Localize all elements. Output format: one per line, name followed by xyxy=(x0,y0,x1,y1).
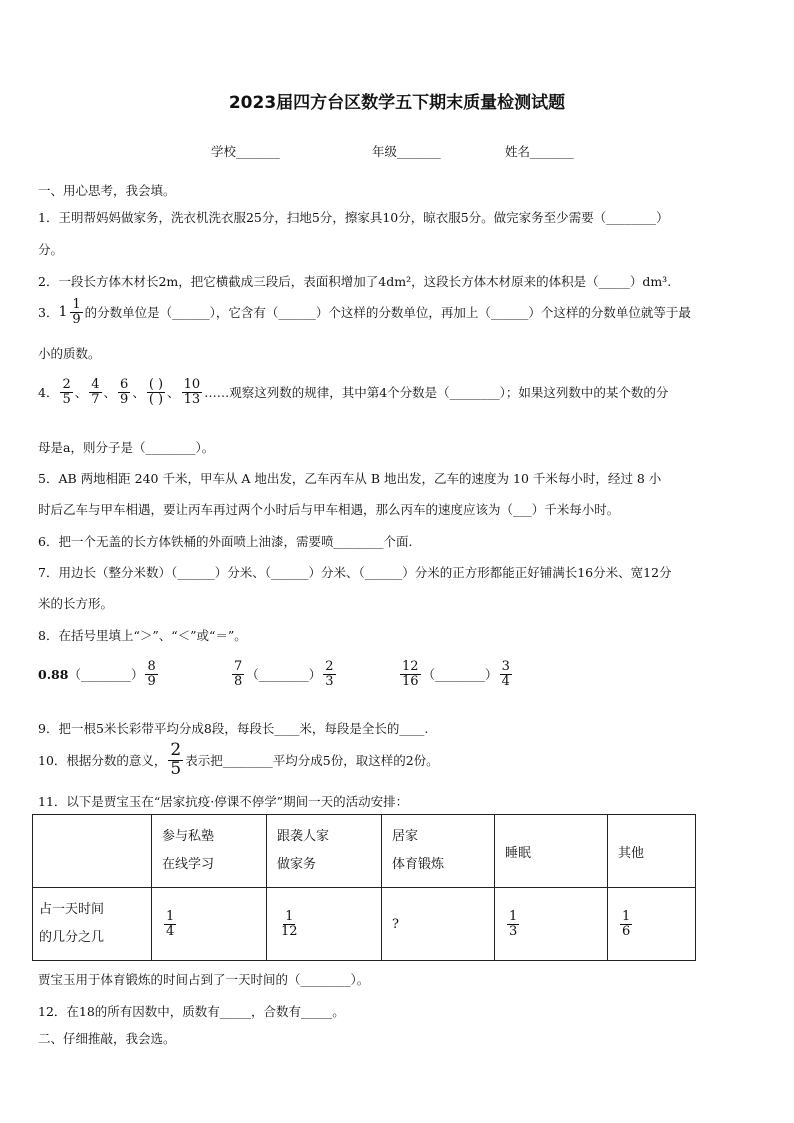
comparison-blank[interactable]: （________） xyxy=(68,667,144,683)
question-10-prefix: 10．根据分数的意义， xyxy=(38,753,167,769)
comparison-item-3 xyxy=(398,660,514,688)
question-3-text: 的分数单位是（______），它含有（______）个这样的分数单位，再加上（______）个这样的分数单位就等于最 xyxy=(84,305,691,321)
table-value-cell-unknown[interactable] xyxy=(382,888,495,961)
table-value-cell xyxy=(495,888,608,961)
table-header-cell xyxy=(382,815,495,888)
fraction-denominator: 8 xyxy=(234,673,243,689)
fraction-denominator: 5 xyxy=(170,758,182,779)
right-fraction xyxy=(500,660,512,688)
grade-field[interactable]: 年级_______ xyxy=(372,144,441,159)
sequence-fraction xyxy=(182,378,203,406)
question-10 xyxy=(38,742,439,779)
table-header-cell xyxy=(608,815,696,888)
header-line: 做家务 xyxy=(277,857,317,872)
decimal-value: 0.88 xyxy=(38,666,69,682)
fraction-numerator: 12 xyxy=(402,659,419,674)
header-line: 跟袭人家 xyxy=(277,829,330,844)
mixed-number xyxy=(58,298,84,326)
comparison-blank[interactable]: （________） xyxy=(246,667,322,683)
value-fraction xyxy=(279,910,300,938)
table-header-cell xyxy=(267,815,382,888)
section-2-heading: 二、仔细推敲，我会选。 xyxy=(38,1031,176,1046)
question-4-prefix: 4． xyxy=(38,385,59,401)
right-fraction xyxy=(323,660,335,688)
question-5-line-1: 5．AB 两地相距 240 千米，甲车从 A 地出发，乙车丙车从 B 地出发，乙车的速度为 10 千米每小时，经过 8 小 xyxy=(38,471,662,486)
fraction-numerator: 4 xyxy=(91,377,100,392)
fraction-denominator: 4 xyxy=(501,673,510,689)
sequence-fraction xyxy=(89,378,101,406)
value-fraction xyxy=(620,910,632,938)
table-header-cell xyxy=(495,815,608,888)
table-value-row xyxy=(33,888,696,961)
question-10-text: 表示把________平均分成5份，取这样的2份。 xyxy=(185,753,439,769)
fraction-two-fifths xyxy=(168,742,183,779)
question-11: 11．以下是贾宝玉在“居家抗疫·停课不停学”期间一天的活动安排： xyxy=(38,794,409,809)
sequence-fraction-blank[interactable] xyxy=(147,378,165,406)
mixed-number-fraction xyxy=(70,298,82,326)
separator: 、 xyxy=(132,385,145,401)
fraction-denominator: ( ) xyxy=(148,391,164,407)
fraction-denominator: 4 xyxy=(166,923,175,939)
fraction-numerator: 2 xyxy=(170,740,182,760)
fraction-denominator: 3 xyxy=(509,923,518,939)
fraction-numerator: 3 xyxy=(501,659,510,674)
fraction-numerator: 2 xyxy=(325,659,334,674)
question-7-line-1: 7．用边长（整分米数）（______）分米、（______）分米、（______）分米的正方形都能正好铺满长16分米、宽12分 xyxy=(38,565,672,580)
table-value-cell xyxy=(152,888,267,961)
value-fraction xyxy=(164,910,176,938)
fraction-numerator: 1 xyxy=(166,908,175,924)
fraction-denominator: 9 xyxy=(72,311,81,327)
value-fraction xyxy=(507,910,519,938)
question-3-line-2: 小的质数。 xyxy=(38,346,101,361)
comparison-item-2 xyxy=(230,660,338,688)
name-field[interactable]: 姓名_______ xyxy=(505,144,574,159)
header-line: 参与私塾 xyxy=(162,829,215,844)
header-line: 其他 xyxy=(618,845,645,861)
fraction-numerator: 1 xyxy=(72,297,81,312)
separator: 、 xyxy=(167,385,180,401)
sequence-fraction xyxy=(60,378,72,406)
question-12: 12．在18的所有因数中，质数有_____，合数有_____。 xyxy=(38,1004,345,1019)
school-field[interactable]: 学校_______ xyxy=(211,144,280,159)
left-fraction xyxy=(232,660,244,688)
fraction-denominator: 9 xyxy=(147,673,156,689)
question-5-line-2: 时后乙车与甲车相遇，要让丙车再过两个小时后与甲车相遇，那么丙车的速度应该为（___）千米每小时。 xyxy=(38,502,620,517)
fraction-numerator: 10 xyxy=(183,377,201,392)
header-line: 体育锻炼 xyxy=(392,857,445,872)
fraction-denominator: 6 xyxy=(622,923,631,939)
separator: 、 xyxy=(74,385,88,401)
fraction-numerator: 7 xyxy=(234,659,243,674)
fraction-denominator: 13 xyxy=(183,391,201,407)
header-line: 睡眠 xyxy=(505,845,532,861)
table-value-cell xyxy=(267,888,382,961)
right-fraction xyxy=(145,660,157,688)
fraction-denominator: 9 xyxy=(120,391,129,407)
sequence-fraction xyxy=(118,378,130,406)
header-line: 居家 xyxy=(392,829,419,844)
fraction-denominator: 16 xyxy=(402,673,419,689)
row-label-cell xyxy=(33,888,152,961)
fraction-numerator: 1 xyxy=(285,908,294,924)
table-value-cell xyxy=(608,888,696,961)
fraction-denominator: 7 xyxy=(91,391,100,407)
mixed-number-whole: 1 xyxy=(58,304,68,321)
table-corner-cell xyxy=(33,815,152,888)
activity-table xyxy=(32,814,696,961)
page-title: 2023届四方台区数学五下期末质量检测试题 xyxy=(228,93,566,113)
separator: 、 xyxy=(103,385,117,401)
fraction-numerator: 2 xyxy=(62,377,71,392)
question-3-prefix: 3． xyxy=(38,305,59,321)
question-1-line-2: 分。 xyxy=(38,242,64,257)
table-header-row xyxy=(33,815,696,888)
question-3-line-1 xyxy=(38,298,691,326)
question-6: 6．把一个无盖的长方体铁桶的外面喷上油漆，需要喷________个面. xyxy=(38,534,413,549)
unknown-value: ? xyxy=(392,916,399,932)
comparison-item-1 xyxy=(38,660,160,688)
question-9: 9．把一根5米长彩带平均分成8段，每段长____米，每段是全长的____. xyxy=(38,721,429,736)
question-4-line-1 xyxy=(38,378,668,406)
fraction-numerator: 6 xyxy=(120,377,129,392)
row-label-line: 占一天时间 xyxy=(39,902,105,917)
question-11-followup: 贾宝玉用于体育锻炼的时间占到了一天时间的（________）。 xyxy=(38,972,370,987)
left-fraction xyxy=(400,660,421,688)
fraction-numerator: ( ) xyxy=(148,377,164,392)
fraction-numerator: 8 xyxy=(147,659,156,674)
row-label-line: 的几分之几 xyxy=(39,930,105,945)
question-7-line-2: 米的长方形。 xyxy=(38,596,114,611)
comparison-blank[interactable]: （________） xyxy=(422,667,498,683)
question-4-text: ……观察这列数的规律，其中第4个分数是（________）；如果这列数中的某个数的分 xyxy=(204,385,669,401)
fraction-numerator: 1 xyxy=(509,908,518,924)
question-1-line-1: 1．王明帮妈妈做家务，洗衣机洗衣服25分，扫地5分，擦家具10分，晾衣服5分。做完家务至少需要（________） xyxy=(38,210,669,225)
fraction-denominator: 12 xyxy=(281,923,298,939)
question-2: 2．一段长方体木材长2m，把它横截成三段后，表面积增加了4dm²，这段长方体木材原来的体积是（_____）dm³. xyxy=(38,274,672,289)
section-1-heading: 一、用心思考，我会填。 xyxy=(38,183,176,198)
question-4-line-2: 母是a，则分子是（________）。 xyxy=(38,440,215,455)
header-line: 在线学习 xyxy=(162,857,215,872)
fraction-denominator: 5 xyxy=(62,391,71,407)
question-8: 8．在括号里填上“＞”、“＜”或“＝”。 xyxy=(38,628,247,643)
fraction-numerator: 1 xyxy=(622,908,631,924)
table-header-cell xyxy=(152,815,267,888)
fraction-denominator: 3 xyxy=(325,673,334,689)
